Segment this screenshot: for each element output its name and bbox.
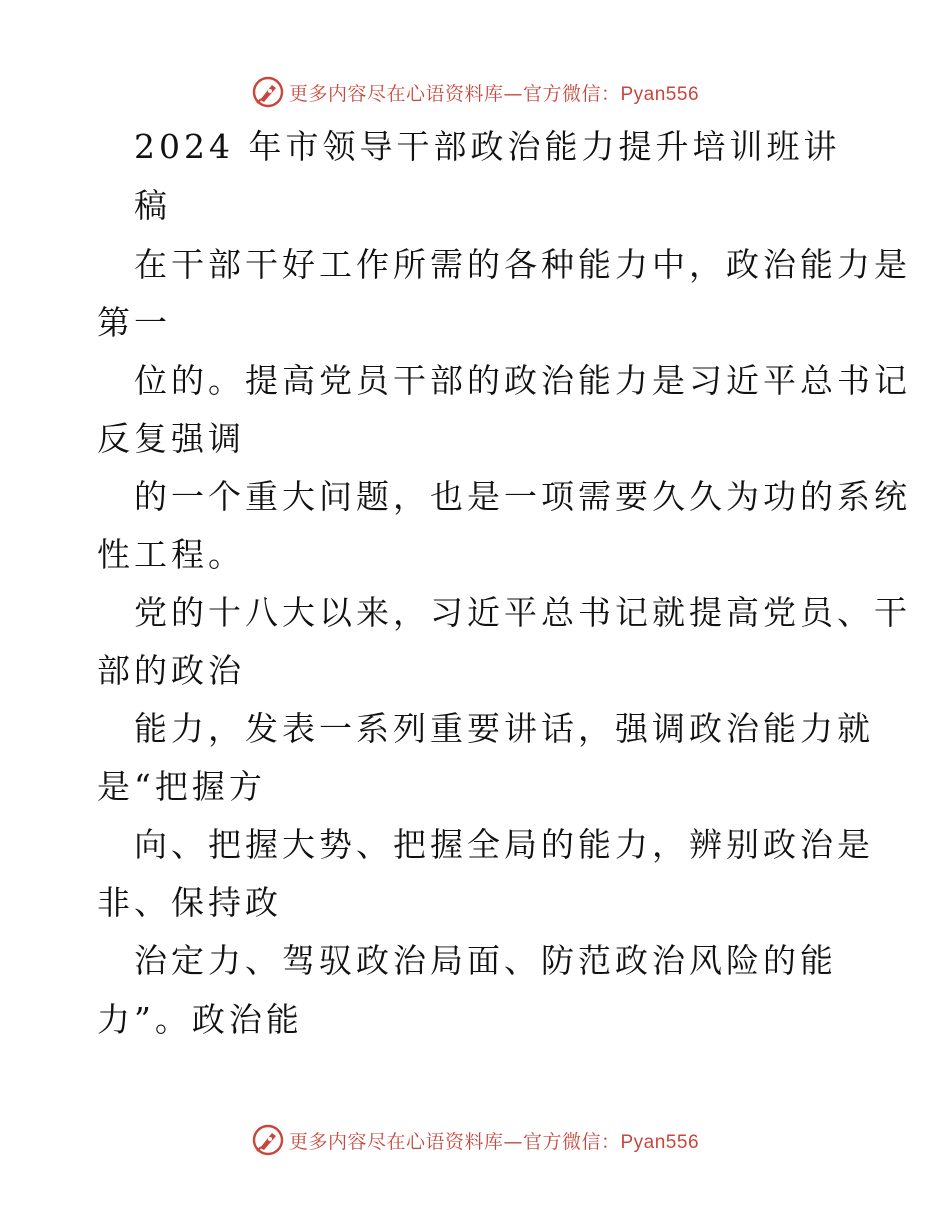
paragraph-line: 党的十八大以来，习近平总书记就提高党员、干	[134, 593, 911, 632]
header-watermark	[0, 72, 950, 112]
watermark-separator: —	[503, 1130, 523, 1153]
watermark-official: 官方微信：	[522, 1130, 621, 1153]
paragraph-line: 治定力、驾驭政治局面、防范政治风险的能	[134, 941, 837, 980]
paragraph-line: 反复强调	[97, 419, 245, 458]
watermark-brand: 更多内容尽在心语资料库	[288, 1130, 504, 1153]
watermark-brand: 更多内容尽在心语资料库	[288, 82, 504, 105]
pen-nib-circle-icon	[251, 75, 285, 109]
document-title-line-2: 稿	[134, 186, 171, 225]
paragraph-line: 非、保持政	[97, 883, 282, 922]
watermark-handle: Pyan556	[620, 1131, 700, 1153]
watermark-separator: —	[503, 82, 523, 105]
paragraph-line: 在干部干好工作所需的各种能力中，政治能力是	[134, 245, 911, 284]
paragraph-line: 第一	[97, 303, 171, 342]
paragraph-line: 位的。提高党员干部的政治能力是习近平总书记	[134, 361, 911, 400]
paragraph-line: 的一个重大问题，也是一项需要久久为功的系统	[134, 477, 911, 516]
paragraph-line: 力”。政治能	[97, 1000, 303, 1039]
paragraph-line: 是“把握方	[97, 767, 266, 806]
watermark-official: 官方微信：	[522, 82, 621, 105]
watermark-text	[289, 1127, 699, 1154]
footer-watermark	[0, 1120, 950, 1160]
watermark-group	[251, 1123, 699, 1157]
watermark-text	[289, 79, 699, 106]
paragraph-line: 向、把握大势、把握全局的能力，辨别政治是	[134, 825, 874, 864]
paragraph-line: 能力，发表一系列重要讲话，强调政治能力就	[134, 709, 874, 748]
watermark-group	[251, 75, 699, 109]
pen-nib-circle-icon	[251, 1123, 285, 1157]
paragraph-line: 部的政治	[97, 651, 245, 690]
paragraph-line: 性工程。	[97, 535, 245, 574]
document-title-line-1: 2024 年市领导干部政治能力提升培训班讲	[134, 127, 841, 166]
watermark-handle: Pyan556	[620, 83, 700, 105]
